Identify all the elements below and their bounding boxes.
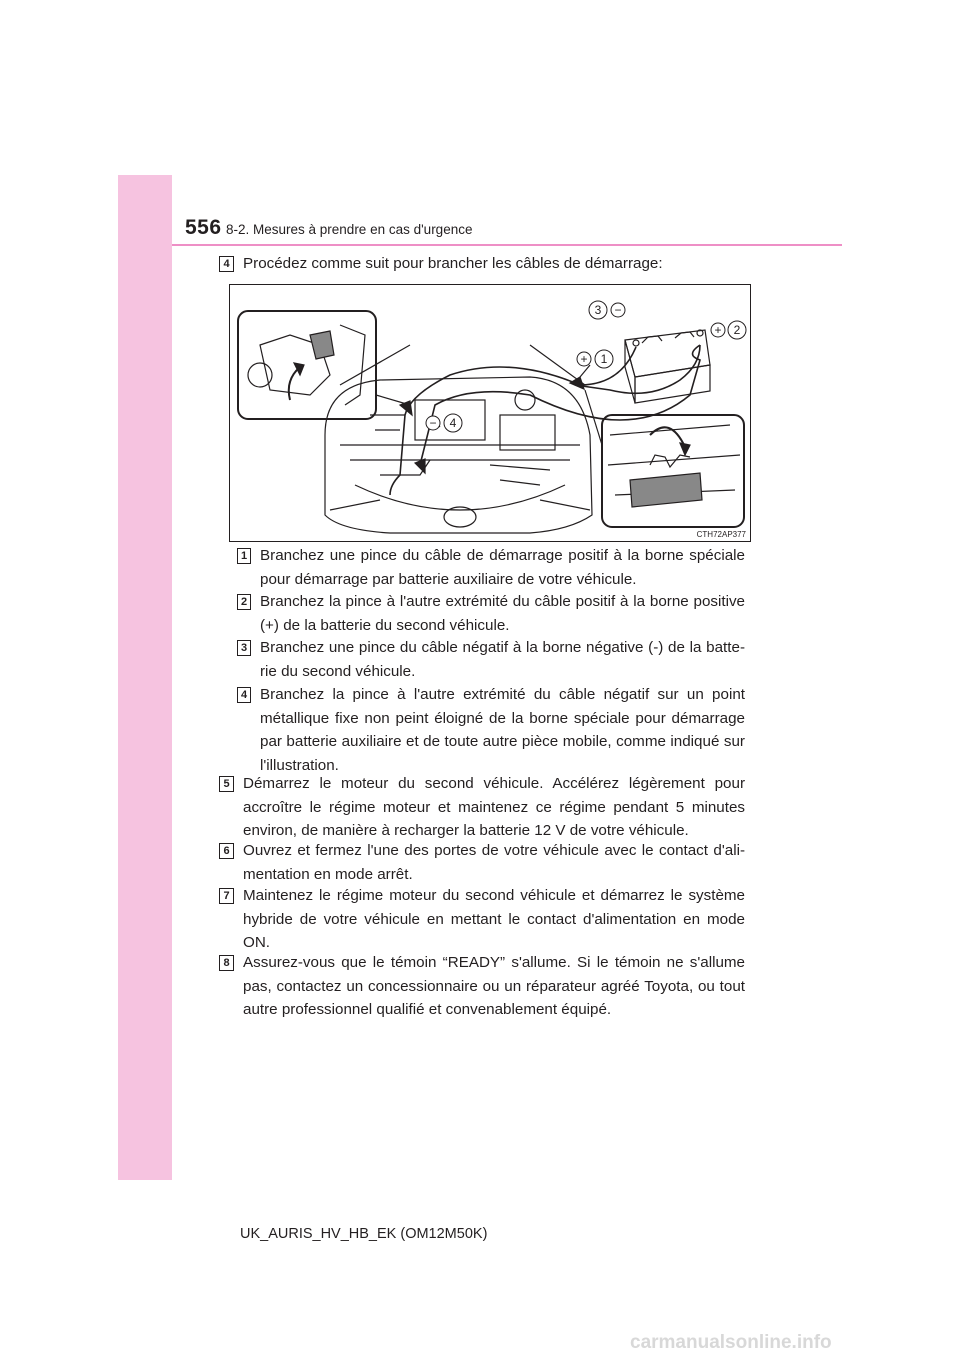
figure-code: CTH72AP377 [696,530,746,539]
page-number: 556 [185,216,222,239]
jump-start-illustration [229,284,751,542]
substep-text: Branchez une pince du câble négatif à la borne négative (-) de la batte-rie du second véhicule. [260,639,745,680]
plus-sign: + [714,323,722,337]
plus-sign: + [580,352,588,366]
callout-number: 3 [594,303,602,317]
section-title: 8-2. Mesures à prendre en cas d'urgence [226,222,473,237]
step-number-box: 4 [219,256,234,272]
step-number-box: 5 [219,776,234,792]
minus-sign: − [614,303,622,317]
step-text: Procédez comme suit pour brancher les câbles de démarrage: [243,255,663,272]
callout-number: 4 [449,416,457,430]
step-text: Maintenez le régime moteur du second véhicule et démarrez le système hybride de votre véhicule en mettant le contact d'alimentation en mode ON. [243,887,745,951]
step-text: Démarrez le moteur du second véhicule. Accélérez légèrement pour accroître le régime moteur et maintenez ce régime pendant 5 minutes environ, de manière à recharger la batterie 12 V de votre véhicule. [243,775,745,839]
callout-number: 1 [600,352,608,366]
step-text: Ouvrez et fermez l'une des portes de votre véhicule avec le contact d'ali-mentation en mode arrêt. [243,842,745,883]
substep-number-box: 1 [237,548,251,564]
substep-text: Branchez une pince du câble de démarrage positif à la borne spéciale pour démarrage par batterie auxiliaire de votre véhicule. [260,547,745,588]
substep-text: Branchez la pince à l'autre extrémité du câble positif à la borne positive (+) de la batterie du second véhicule. [260,593,745,634]
document-id: UK_AURIS_HV_HB_EK (OM12M50K) [240,1226,488,1242]
substep-number-box: 4 [237,687,251,703]
illustration-drawing [230,285,750,541]
substep-number-box: 2 [237,594,251,610]
minus-sign: − [429,416,437,430]
step-number-box: 8 [219,955,234,971]
watermark-logo [630,1330,950,1354]
step-text: Assurez-vous que le témoin “READY” s'allume. Si le témoin ne s'allume pas, contactez un concessionnaire ou un réparateur agréé Toyota, ou tout autre professionnel qualifié et convenablement équipé. [243,954,745,1018]
substep-number-box: 3 [237,640,251,656]
step-number-box: 7 [219,888,234,904]
watermark-text: carmanualsonline.info [630,1332,832,1353]
step-number-box: 6 [219,843,234,859]
substep-text: Branchez la pince à l'autre extrémité du câble négatif sur un point métallique fixe non peint éloigné de la borne spéciale pour démarrage par batterie auxiliaire et de toute autre pièce mobile, comme indiqué sur l'illustration. [260,686,745,774]
callout-number: 2 [733,323,741,337]
